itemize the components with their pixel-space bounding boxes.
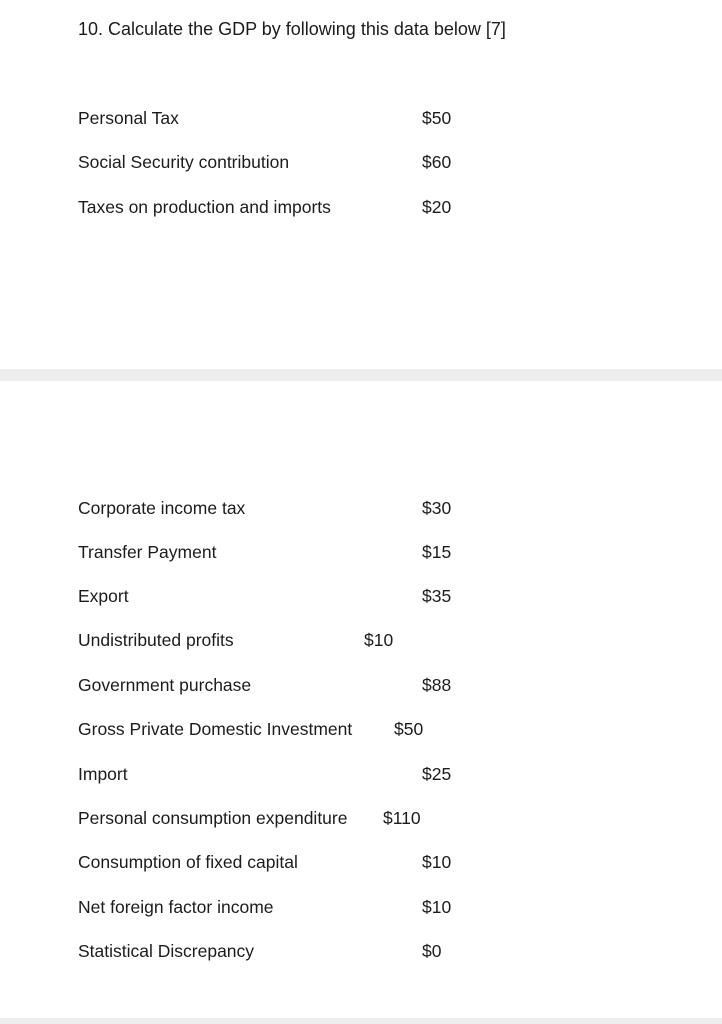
item-label: Corporate income tax <box>78 498 246 518</box>
item-value: $25 <box>422 764 452 784</box>
item-value: $88 <box>422 675 452 695</box>
item-value: $50 <box>422 108 452 128</box>
item-label: Undistributed profits <box>78 630 234 650</box>
item-value: $10 <box>364 630 394 650</box>
item-label: Transfer Payment <box>78 542 217 562</box>
item-value: $10 <box>422 897 452 917</box>
item-label: Government purchase <box>78 675 252 695</box>
item-value: $20 <box>422 197 452 217</box>
item-label: Statistical Discrepancy <box>78 941 255 961</box>
item-label: Net foreign factor income <box>78 897 274 917</box>
item-label: Import <box>78 764 128 784</box>
item-value: $60 <box>422 152 452 172</box>
question-title: 10. Calculate the GDP by following this data below [7] <box>78 19 506 39</box>
document-page-top <box>0 0 722 369</box>
item-value: $10 <box>422 852 452 872</box>
item-label: Consumption of fixed capital <box>78 852 298 872</box>
item-value: $15 <box>422 542 452 562</box>
item-value: $30 <box>422 498 452 518</box>
item-value: $35 <box>422 586 452 606</box>
item-value: $50 <box>394 719 424 739</box>
item-value: $110 <box>383 808 421 828</box>
item-label: Personal consumption expenditure <box>78 808 348 828</box>
item-label: Gross Private Domestic Investment <box>78 719 353 739</box>
item-value: $0 <box>422 941 442 961</box>
document-page-bottom <box>0 381 722 1018</box>
item-label: Personal Tax <box>78 108 179 128</box>
item-label: Social Security contribution <box>78 152 290 172</box>
item-label: Export <box>78 586 129 606</box>
item-label: Taxes on production and imports <box>78 197 331 217</box>
